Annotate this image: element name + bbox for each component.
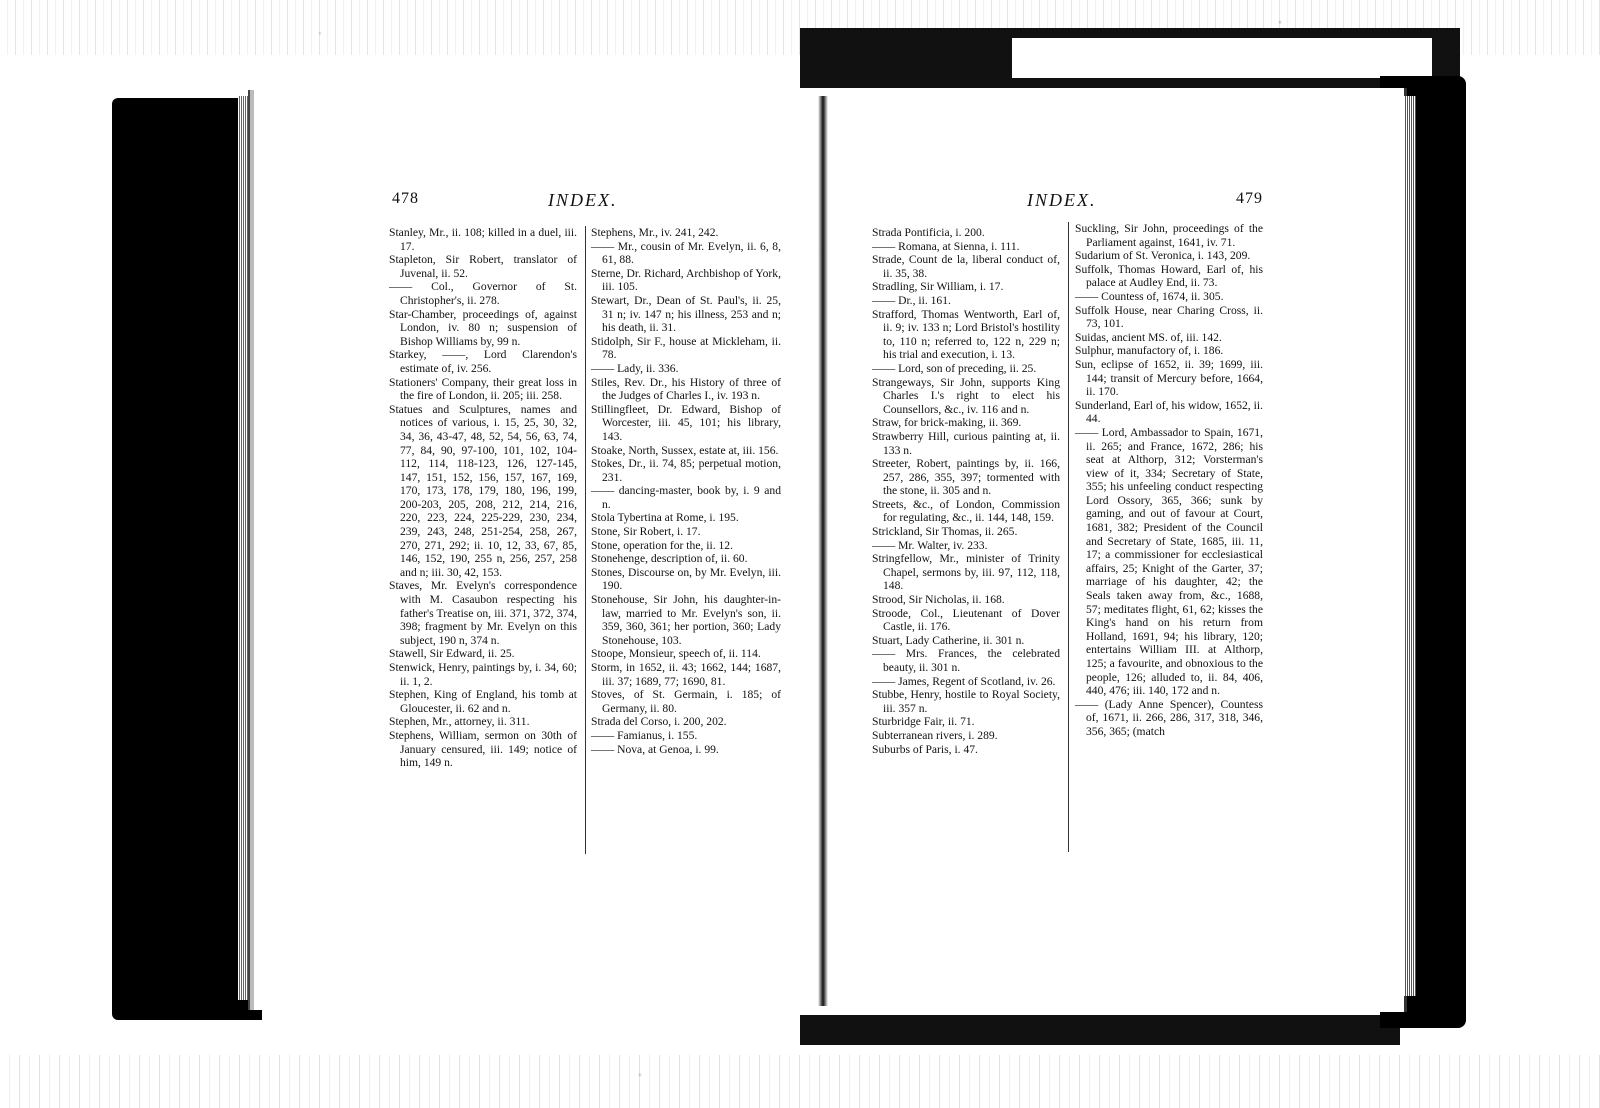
right-page-edges [1404, 96, 1416, 996]
index-entry: Stillingfleet, Dr. Edward, Bishop of Worcester, iii. 45, 101; his library, 143. [591, 402, 781, 443]
index-entry: Staves, Mr. Evelyn's correspondence with M. Casaubon respecting his father's Treatise on, iii. 371, 372, 374, 398; fragment by Mr. Evelyn on this subject, 190 n, 374 n. [389, 579, 577, 647]
index-entry: Stoake, North, Sussex, estate at, iii. 156. [591, 443, 779, 457]
book-cover-top-gap [1012, 38, 1432, 78]
index-entry: —— Nova, at Genoa, i. 99. [591, 742, 719, 756]
index-entry: Stradling, Sir William, i. 17. [872, 280, 1004, 294]
index-entry: Stroode, Col., Lieutenant of Dover Castle, ii. 176. [872, 606, 1060, 634]
index-entry: Suburbs of Paris, i. 47. [872, 742, 978, 756]
index-entry: Stephen, Mr., attorney, ii. 311. [389, 715, 530, 729]
index-entry: Stonehouse, Sir John, his daughter-in-law, married to Mr. Evelyn's son, ii. 359, 360, 361; her portion, 360; Lady Stonehouse, 103. [591, 593, 781, 647]
index-entry: Starkey, ——, Lord Clarendon's estimate of, iv. 256. [389, 348, 577, 375]
index-entry: —— Lady, ii. 336. [591, 361, 679, 375]
index-entry: Star-Chamber, proceedings of, against London, iv. 80 n; suspension of Bishop Williams by, 99 n. [389, 307, 577, 348]
right-page-column-2 [1075, 222, 1263, 739]
index-entry: Stenwick, Henry, paintings by, i. 34, 60; ii. 1, 2. [389, 661, 577, 688]
index-entry: —— Col., Governor of St. Christopher's, ii. 278. [389, 280, 577, 307]
index-entry: —— Mr. Walter, iv. 233. [872, 538, 988, 552]
index-entry: Stephens, Mr., iv. 241, 242. [591, 226, 719, 239]
right-page-title: INDEX. [1027, 190, 1097, 210]
index-entry: Stephen, King of England, his tomb at Gloucester, ii. 62 and n. [389, 688, 577, 715]
index-entry: Stringfellow, Mr., minister of Trinity Chapel, sermons by, iii. 97, 112, 118, 148. [872, 552, 1060, 593]
index-entry: Stoves, of St. Germain, i. 185; of Germany, ii. 80. [591, 688, 781, 715]
index-entry: —— Lord, son of preceding, ii. 25. [872, 361, 1037, 375]
index-entry: Strade, Count de la, liberal conduct of, ii. 35, 38. [872, 253, 1060, 280]
left-page-number: 478 [392, 190, 419, 207]
index-entry: —— Dr., ii. 161. [872, 293, 951, 307]
index-entry: Strickland, Sir Thomas, ii. 265. [872, 525, 1018, 539]
index-entry: Strangeways, Sir John, supports King Charles I.'s right to elect his Counsellors, &c., iv. 116 and n. [872, 375, 1060, 416]
index-entry: Stiles, Rev. Dr., his History of three of the Judges of Charles I., iv. 193 n. [591, 375, 781, 403]
left-page-title: INDEX. [548, 190, 618, 210]
book-gutter [818, 96, 828, 1006]
index-entry: Strawberry Hill, curious painting at, ii. 133 n. [872, 429, 1060, 457]
index-entry: Suffolk House, near Charing Cross, ii. 73, 101. [1075, 303, 1263, 331]
index-entry: —— Lord, Ambassador to Spain, 1671, ii. 265; and France, 1672, 286; his seat at Althorp, 312; Vorsterman's view of it, 334; Secretary of State, 355; his unfeeling conduct respecting Lord Ossory, 365, 366; sunk by gaming, and out of favour at Court, 1681, 382; President of the Council and Secretary of State, 1685, iii. 11, 17; a commissioner for ecclesiastical affairs, 25; Knight of the Garter, 37; marriage of his daughter, 42; the Seals taken away from, &c., 1688, 57; meditates flight, 61, 62; kisses the King's hand on his return from Holland, 1691, 94; his library, 120; entertains William III. at Althorp, 125; a favourite, and obnoxious to the people, 126; alluded to, ii. 84, 406, 440, 476; iii. 140, 172 and n. [1075, 425, 1263, 698]
book-cover-bottom [800, 1015, 1400, 1045]
index-entry: Storm, in 1652, ii. 43; 1662, 144; 1687, iii. 37; 1689, 77; 1690, 81. [591, 661, 781, 688]
index-entry: Statues and Sculptures, names and notices of various, i. 15, 25, 30, 32, 34, 36, 43-47, 48, 52, 54, 56, 63, 74, 77, 84, 90, 97-100, 101, 102, 104-112, 114, 118-123, 126, 127-145, 147, 151, 152, 156, 157, 167, 169, 170, 173, 178, 179, 180, 196, 199, 200-203, 205, 208, 212, 214, 216, 220, 223, 224, 225-229, 230, 234, 239, 243, 248, 251-254, 258, 267, 270, 271, 292; ii. 10, 12, 33, 67, 85, 146, 152, 190, 255 n, 256, 257, 258 and n; iii. 30, 42, 153. [389, 402, 577, 579]
scan-bottom-edge [0, 1055, 1600, 1108]
index-entry: Strada del Corso, i. 200, 202. [591, 715, 727, 729]
index-entry: —— dancing-master, book by, i. 9 and n. [591, 484, 781, 511]
left-page-edges [238, 96, 248, 1000]
right-column-rule [1068, 222, 1069, 852]
index-entry: Strada Pontificia, i. 200. [872, 226, 985, 239]
index-entry: Stanley, Mr., ii. 108; killed in a duel, iii. 17. [389, 226, 577, 253]
index-entry: Stubbe, Henry, hostile to Royal Society, iii. 357 n. [872, 688, 1060, 715]
index-entry: Stola Tybertina at Rome, i. 195. [591, 511, 739, 525]
index-entry: Stewart, Dr., Dean of St. Paul's, ii. 25, 31 n; iv. 147 n; his illness, 253 and n; his death, ii. 31. [591, 293, 781, 335]
index-entry: Stawell, Sir Edward, ii. 25. [389, 647, 515, 661]
index-entry: Sturbridge Fair, ii. 71. [872, 715, 975, 729]
right-page-number: 479 [1236, 190, 1263, 207]
left-page-column-1 [389, 226, 577, 770]
index-entry: Stapleton, Sir Robert, translator of Juvenal, ii. 52. [389, 253, 577, 280]
index-entry: Stationers' Company, their great loss in the fire of London, ii. 205; iii. 258. [389, 375, 577, 403]
index-entry: —— Famianus, i. 155. [591, 728, 698, 742]
index-entry: Stidolph, Sir F., house at Mickleham, ii. 78. [591, 334, 781, 362]
index-entry: Stokes, Dr., ii. 74, 85; perpetual motion, 231. [591, 457, 781, 484]
index-entry: Sun, eclipse of 1652, ii. 39; 1699, iii. 144; transit of Mercury before, 1664, ii. 170. [1075, 357, 1263, 399]
index-entry: Strood, Sir Nicholas, ii. 168. [872, 593, 1005, 607]
index-entry: Streeter, Robert, paintings by, ii. 166, 257, 286, 355, 397; tormented with the stone, ii. 305 and n. [872, 457, 1060, 498]
index-entry: Stephens, William, sermon on 30th of January censured, iii. 149; notice of him, 149 n. [389, 728, 577, 770]
index-entry: —— Countess of, 1674, ii. 305. [1075, 289, 1224, 303]
right-page-column-1 [872, 226, 1060, 756]
left-column-rule [585, 226, 586, 854]
index-entry: —— James, Regent of Scotland, iv. 26. [872, 674, 1056, 688]
index-entry: —— Romana, at Sienna, i. 111. [872, 239, 1020, 253]
index-entry: Sulphur, manufactory of, i. 186. [1075, 344, 1224, 358]
index-entry: Stoope, Monsieur, speech of, ii. 114. [591, 647, 761, 661]
index-entry: Stone, operation for the, ii. 12. [591, 538, 733, 552]
index-entry: Suidas, ancient MS. of, iii. 142. [1075, 330, 1222, 344]
index-entry: Stone, Sir Robert, i. 17. [591, 525, 701, 539]
index-entry: Strafford, Thomas Wentworth, Earl of, ii. 9; iv. 133 n; Lord Bristol's hostility to, 110 n; referred to, 122 n, 229 n; his trial and execution, i. 13. [872, 307, 1060, 362]
index-entry: —— Mrs. Frances, the celebrated beauty, ii. 301 n. [872, 647, 1060, 674]
index-entry: Stones, Discourse on, by Mr. Evelyn, iii. 190. [591, 565, 781, 593]
index-entry: —— (Lady Anne Spencer), Countess of, 1671, ii. 266, 286, 317, 318, 346, 356, 365; (match [1075, 697, 1263, 738]
index-entry: Suckling, Sir John, proceedings of the Parliament against, 1641, iv. 71. [1075, 222, 1263, 249]
index-entry: Sunderland, Earl of, his widow, 1652, ii. 44. [1075, 398, 1263, 426]
index-entry: Straw, for brick-making, ii. 369. [872, 416, 1022, 430]
index-entry: Subterranean rivers, i. 289. [872, 728, 998, 742]
left-page-column-2 [591, 226, 781, 756]
index-entry: —— Mr., cousin of Mr. Evelyn, ii. 6, 8, 61, 88. [591, 239, 781, 267]
index-entry: Streets, &c., of London, Commission for regulating, &c., ii. 144, 148, 159. [872, 497, 1060, 525]
index-entry: Stuart, Lady Catherine, ii. 301 n. [872, 633, 1025, 647]
index-entry: Stonehenge, description of, ii. 60. [591, 552, 748, 566]
index-entry: Sudarium of St. Veronica, i. 143, 209. [1075, 249, 1251, 263]
index-entry: Suffolk, Thomas Howard, Earl of, his palace at Audley End, ii. 73. [1075, 262, 1263, 290]
index-entry: Sterne, Dr. Richard, Archbishop of York, iii. 105. [591, 266, 781, 294]
